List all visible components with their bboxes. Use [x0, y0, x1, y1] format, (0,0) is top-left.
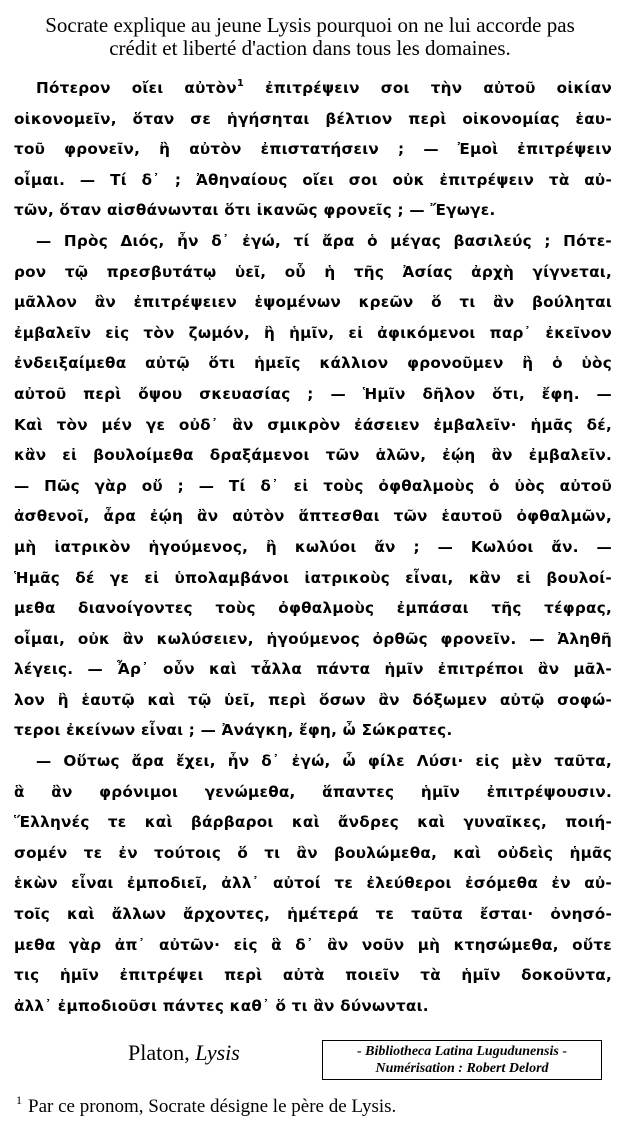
work-title: Lysis: [195, 1040, 240, 1065]
text-line: μεθα γὰρ ἀπ᾽ αὐτῶν· εἰς ἃ δ᾽ ἂν νοῦν μὴ κτησώμεθα, οὔτε: [14, 935, 612, 954]
text-line: λον ἢ ἑαυτῷ καὶ τῷ ὑεῖ, περὶ ὅσων ἂν δόξωμεν αὐτῷ σοφώ-: [14, 690, 612, 709]
text-line: οἶμαι, οὐκ ἂν κωλύσειεν, ἡγούμενος ὀρθῶς φρονεῖν. — Ἀληθῆ: [14, 629, 612, 648]
text-line: ἑκὼν εἶναι ἐμποδιεῖ, ἀλλ᾽ αὐτοί τε ἐλεύθεροι ἐσόμεθα ἐν αὐ-: [14, 874, 612, 893]
text-line: ἐμβαλεῖν εἰς τὸν ζωμόν, ἢ ἡμῖν, εἰ ἀφικόμενοι παρ᾽ ἐκεῖνον: [14, 323, 612, 342]
text-line: μὴ ἰατρικὸν ἡγούμενος, ἢ κωλύοι ἄν ; — Κωλύοι ἄν. —: [14, 537, 612, 556]
text-line: Καὶ τὸν μέν γε οὐδ᾽ ἂν σμικρὸν ἐάσειεν ἐμβαλεῖν· ἡμᾶς δέ,: [14, 415, 612, 434]
text-line: μᾶλλον ἂν ἐπιτρέψειεν ἑψομένων κρεῶν ὅ τι ἂν βούληται: [14, 293, 612, 312]
footnote-reference: 1: [236, 78, 245, 89]
text-line: κἂν εἰ βουλοίμεθα δραξάμενοι τῶν ἁλῶν, ἐῴη ἂν ἐμβαλεῖν.: [14, 446, 612, 465]
credit-line-2: Numérisation : Robert Delord: [375, 1061, 549, 1076]
greek-passage: [14, 73, 612, 1021]
footnote-marker: 1: [16, 1093, 22, 1107]
text-line: μεθα διανοίγοντες τοὺς ὀφθαλμοὺς ἐμπάσαι τῆς τέφρας,: [14, 599, 612, 618]
text-line: ἀσθενοῖ, ἆρα ἐῴη ἂν αὐτὸν ἅπτεσθαι τῶν ἑαυτοῦ ὀφθαλμῶν,: [14, 507, 612, 526]
text-line: — Πῶς γὰρ οὔ ; — Τί δ᾽ εἰ τοὺς ὀφθαλμοὺς ὁ ὑὸς αὐτοῦ: [14, 476, 612, 495]
text-line: οἶμαι. — Τί δ᾽ ; Ἀθηναίους οἴει σοι οὐκ ἐπιτρέψειν τὰ αὐ-: [14, 170, 612, 189]
text-line: τῶν, ὅταν αἰσθάνωνται ὅτι ἱκανῶς φρονεῖς ; — Ἔγωγε.: [14, 201, 496, 220]
text-line: οἰκονομεῖν, ὅταν σε ἡγήσηται βέλτιον περὶ οἰκονομίας ἑαυ-: [14, 109, 612, 128]
text-line: Πότερον οἴει αὐτὸν$^1$ ἐπιτρέψειν σοι τὴν αὐτοῦ οἰκίαν: [36, 78, 612, 97]
text-line: Ἕλληνές τε καὶ βάρβαροι καὶ ἄνδρες καὶ γυναῖκες, ποιή-: [14, 813, 612, 832]
text-line: ρον τῷ πρεσβυτάτῳ ὑεῖ, οὗ ἡ τῆς Ἀσίας ἀρχὴ γίγνεται,: [14, 262, 612, 281]
text-line: τοῦ φρονεῖν, ἢ αὐτὸν ἐπιστατήσειν ; — Ἐμοὶ ἐπιτρέψειν: [14, 140, 612, 159]
text-line: ἐνδειξαίμεθα αὐτῷ ὅτι ἡμεῖς κάλλιον φρονοῦμεν ἢ ὁ ὑὸς: [14, 354, 612, 373]
source-attribution: [128, 1040, 240, 1066]
heading-line-2: crédit et liberté d'action dans tous les domaines.: [109, 36, 511, 60]
text-line: ἀλλ᾽ ἐμποδιοῦσι πάντες καθ᾽ ὅ τι ἂν δύνωνται.: [14, 996, 429, 1015]
text-line: τις ἡμῖν ἐπιτρέψει περὶ αὐτὰ ποιεῖν τὰ ἡμῖν δοκοῦντα,: [14, 966, 612, 985]
text-line: τεροι ἐκείνων εἶναι ; — Ἀνάγκη, ἔφη, ὦ Σώκρατες.: [14, 721, 453, 740]
text-line: — Οὕτως ἄρα ἔχει, ἦν δ᾽ ἐγώ, ὦ φίλε Λύσι· εἰς μὲν ταῦτα,: [36, 752, 612, 771]
footnote-text: Par ce pronom, Socrate désigne le père de Lysis.: [28, 1096, 397, 1117]
footnote: [16, 1093, 397, 1118]
text-line: αὐτοῦ περὶ ὄψου σκευασίας ; — Ἡμῖν δῆλον ὅτι, ἔφη. —: [14, 384, 612, 403]
text-line: τοῖς καὶ ἄλλων ἄρχοντες, ἡμέτερά τε ταῦτα ἔσται· ὀνησό-: [14, 905, 612, 924]
text-line: Ἡμᾶς δέ γε εἰ ὑπολαμβάνοι ἰατρικοὺς εἶναι, κἂν εἰ βουλοί-: [14, 568, 612, 587]
author-name: Platon,: [128, 1040, 196, 1065]
text-line: λέγεις. — Ἆρ᾽ οὖν καὶ τἆλλα πάντα ἡμῖν ἐπιτρέποι ἂν μᾶλ-: [14, 660, 612, 679]
text-line: — Πρὸς Διός, ἦν δ᾽ ἐγώ, τί ἄρα ὁ μέγας βασιλεύς ; Πότε-: [36, 231, 612, 250]
text-line: σομέν τε ἐν τούτοις ὅ τι ἂν βουλώμεθα, καὶ οὐδεὶς ἡμᾶς: [14, 843, 612, 862]
passage-heading: [0, 14, 620, 60]
digitization-credit-box: [322, 1040, 602, 1080]
heading-line-1: Socrate explique au jeune Lysis pourquoi on ne lui accorde pas: [45, 13, 575, 37]
text-line: ἃ ἂν φρόνιμοι γενώμεθα, ἅπαντες ἡμῖν ἐπιτρέψουσιν.: [14, 782, 612, 801]
credit-line-1: - Bibliotheca Latina Lugudunensis -: [356, 1044, 568, 1059]
